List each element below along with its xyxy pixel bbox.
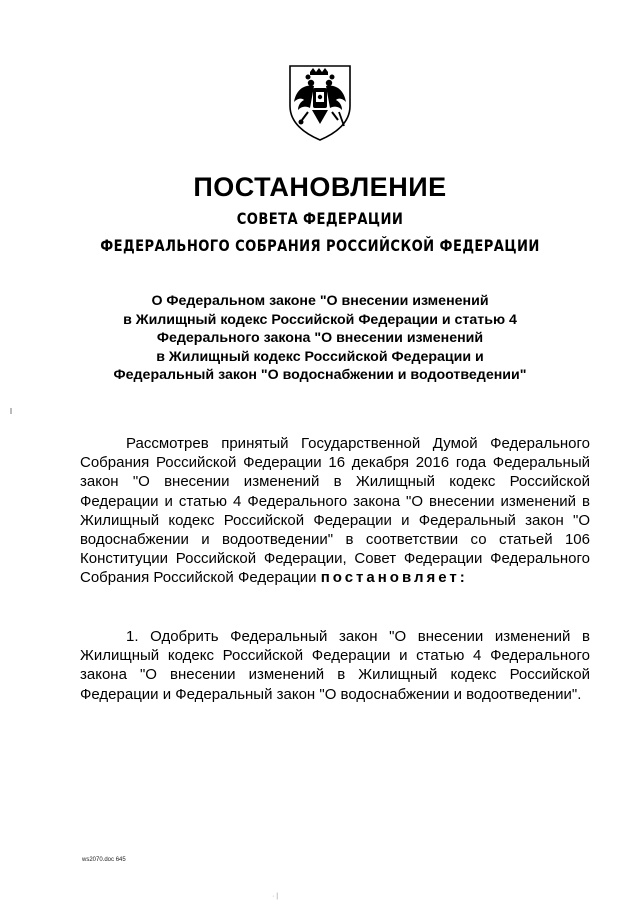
heading-line: Федеральный закон "О водоснабжении и водоотведении"	[113, 367, 527, 384]
heading-line: в Жилищный кодекс Российской Федерации и	[156, 348, 484, 365]
heading-line: Федерального закона "О внесении изменений	[156, 330, 484, 347]
clause-1-paragraph: 1. Одобрить Федеральный закон "О внесении изменений в Жилищный кодекс Российской Федерации и статью 4 Федерального закона "О внесении изменений в Жилищный кодекс Российской Федерации и Федеральный закон "О водоснабжении и водоотведении".	[80, 628, 590, 703]
resolves-keyword: постановляет:	[320, 569, 468, 587]
preamble-paragraph	[80, 434, 590, 588]
heading-line: О Федеральном законе "О внесении изменений	[151, 293, 489, 309]
footer-file-code: ws2070.doc 645	[82, 857, 126, 863]
issuer-line-2: ФЕДЕРАЛЬНОГО СОБРАНИЯ РОССИЙСКОЙ ФЕДЕРАЦИИ	[100, 236, 540, 255]
coat-of-arms-icon	[284, 62, 356, 142]
issuer-line-1: СОВЕТА ФЕДЕРАЦИИ	[236, 209, 404, 228]
document-title: ПОСТАНОВЛЕНИЕ	[193, 172, 447, 202]
scan-margin-mark	[10, 408, 12, 414]
preamble-text: Рассмотрев принятый Государственной Думой Федерального Собрания Российской Федерации 16 декабря 2016 года Федеральный закон "О внесении изменений в Жилищный кодекс Российской Федерации и статью 4 Федерального закона "О внесении изменений в Жилищный кодекс Российской Федерации и Федеральный закон "О водоснабжении и водоотведении" в соответствии со статьей 106 Конституции Российской Федерации, Совет Федерации Федерального Собрания Российской Федерации	[80, 435, 590, 587]
bottom-scan-mark: · |	[272, 893, 279, 900]
heading-line: в Жилищный кодекс Российской Федерации и статью 4	[123, 311, 517, 328]
resolution-heading	[60, 292, 580, 385]
